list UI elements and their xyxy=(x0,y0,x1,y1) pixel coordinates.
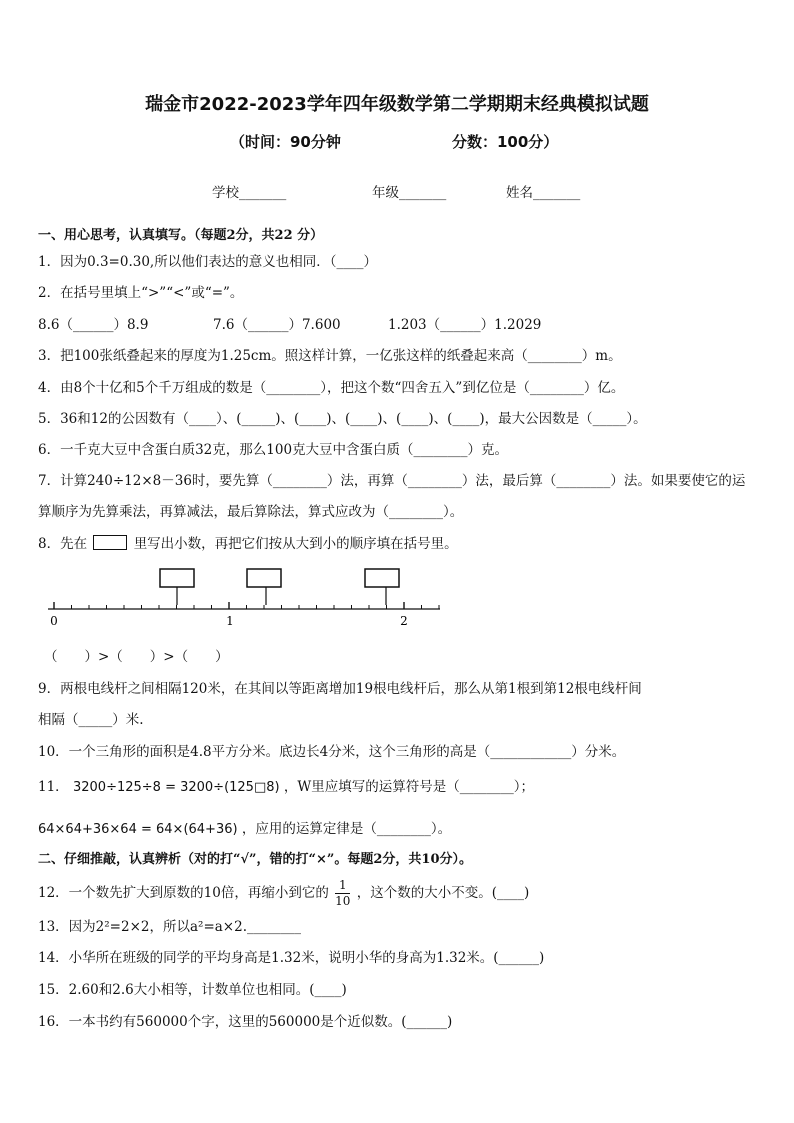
question-12 xyxy=(38,878,529,909)
fraction-numerator: 1 xyxy=(335,878,350,894)
question-11a-post: ，W里应填写的运算符号是（________）； xyxy=(283,779,535,795)
question-7-line2: 算顺序为先算乘法，再算减法，最后算除法，算式应改为（________）。 xyxy=(38,504,464,520)
question-10: 10．一个三角形的面积是4.8平方分米。底边长4分米，这个三角形的高是（____________）分米。 xyxy=(38,744,626,760)
axis-label-2: 2 xyxy=(400,614,408,628)
question-8-post: 里写出小数，再把它们按从大到小的顺序填在括号里。 xyxy=(133,536,458,552)
question-11a-formula: 3200÷125÷8 = 3200÷(125□8) xyxy=(72,780,280,795)
answer-box-icon xyxy=(93,535,127,550)
question-1: 1．因为0.3=0.30,所以他们表达的意义也相同．（____） xyxy=(38,254,377,270)
question-5: 5．36和12的公因数有（____）、(_____)、(____)、(____)、(____)、(____)，最大公因数是（_____）。 xyxy=(38,411,647,427)
question-16: 16．一本书约有560000个字，这里的560000是个近似数。(______) xyxy=(38,1014,453,1030)
axis-label-0: 0 xyxy=(50,614,58,628)
question-14: 14．小华所在班级的同学的平均身高是1.32米，说明小华的身高为1.32米。(______) xyxy=(38,950,545,966)
question-12-post: ，这个数的大小不变。(____) xyxy=(356,885,530,901)
number-box-1 xyxy=(160,569,194,587)
question-6: 6．一千克大豆中含蛋白质32克，那么100克大豆中含蛋白质（________）克。 xyxy=(38,442,509,458)
question-7-line1: 7．计算240÷12×8－36时，要先算（________）法，再算（________）法，最后算（________）法。如果要使它的运 xyxy=(38,473,746,489)
question-8-order: （ ）>（ ）>（ ） xyxy=(44,649,229,665)
fraction-denominator: 10 xyxy=(335,894,351,908)
exam-time: （时间：90分钟 xyxy=(230,133,341,151)
school-field: 学校_______ xyxy=(212,185,287,201)
section1-heading: 一、用心思考，认真填写。（每题2分，共22 分） xyxy=(38,228,324,243)
question-2: 2．在括号里填上“>”“<”或“=”。 xyxy=(38,285,244,301)
question-8 xyxy=(38,532,458,552)
axis-label-1: 1 xyxy=(226,614,234,628)
question-11a xyxy=(38,775,534,795)
exam-score: 分数：100分） xyxy=(452,133,559,151)
fraction xyxy=(335,878,350,909)
question-4: 4．由8个十亿和5个千万组成的数是（________），把这个数“四舍五入”到亿位是（________）亿。 xyxy=(38,380,625,396)
question-9-line2: 相隔（_____）米. xyxy=(38,712,144,728)
question-11b-post: ，应用的运算定律是（________）。 xyxy=(241,821,452,837)
number-box-3 xyxy=(365,569,399,587)
question-2c: 1.203（______）1.2029 xyxy=(388,317,542,333)
question-3: 3．把100张纸叠起来的厚度为1.25cm。照这样计算，一亿张这样的纸叠起来高（________）m。 xyxy=(38,348,622,364)
axis-ticks xyxy=(54,602,439,609)
question-9-line1: 9．两根电线杆之间相隔120米，在其间以等距离增加19根电线杆后，那么从第1根到第12根电线杆间 xyxy=(38,681,642,697)
grade-field: 年级_______ xyxy=(372,185,447,201)
question-11b xyxy=(38,817,451,837)
exam-title: 瑞金市2022-2023学年四年级数学第二学期期末经典模拟试题 xyxy=(145,94,649,115)
question-11a-pre: 11． xyxy=(38,779,69,795)
question-13: 13．因为2²=2×2，所以a²=a×2.________ xyxy=(38,919,301,935)
name-field: 姓名_______ xyxy=(506,185,581,201)
question-8-pre: 8．先在 xyxy=(38,536,88,552)
number-line-diagram xyxy=(48,565,448,635)
question-2a: 8.6（______）8.9 xyxy=(38,317,149,333)
question-11b-formula: 64×64+36×64 = 64×(64+36) xyxy=(38,822,238,837)
question-15: 15．2.60和2.6大小相等，计数单位也相同。(____) xyxy=(38,982,347,998)
number-box-2 xyxy=(247,569,281,587)
section2-heading: 二、仔细推敲，认真辨析（对的打“√”，错的打“×”。每题2分，共10分）。 xyxy=(38,852,472,867)
question-12-pre: 12．一个数先扩大到原数的10倍，再缩小到它的 xyxy=(38,885,329,901)
question-2b: 7.6（______）7.600 xyxy=(213,317,341,333)
